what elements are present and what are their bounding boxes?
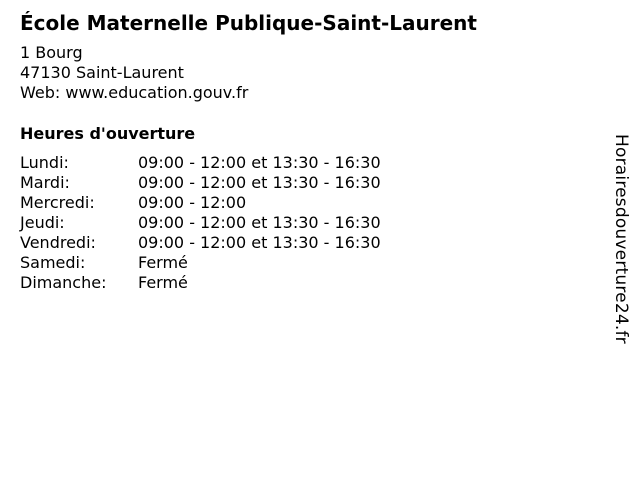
site-watermark: Horairesdouverture24.fr <box>611 134 631 344</box>
address-city: 47130 Saint-Laurent <box>20 63 184 82</box>
address-block <box>20 43 248 103</box>
hours-row-mercredi <box>20 193 381 213</box>
day-hours: 09:00 - 12:00 et 13:30 - 16:30 <box>138 173 381 192</box>
day-hours: 09:00 - 12:00 et 13:30 - 16:30 <box>138 233 381 252</box>
day-label: Mercredi: <box>20 193 95 212</box>
page-title: École Maternelle Publique-Saint-Laurent <box>20 11 477 35</box>
day-hours: 09:00 - 12:00 et 13:30 - 16:30 <box>138 153 381 172</box>
day-label: Mardi: <box>20 173 70 192</box>
day-label: Vendredi: <box>20 233 96 252</box>
day-label: Jeudi: <box>20 213 65 232</box>
hours-row-samedi <box>20 253 381 273</box>
day-label: Samedi: <box>20 253 86 272</box>
hours-table <box>20 153 381 293</box>
address-street: 1 Bourg <box>20 43 83 62</box>
day-hours: Fermé <box>138 253 188 272</box>
day-label: Dimanche: <box>20 273 107 292</box>
day-label: Lundi: <box>20 153 69 172</box>
website-text: Web: www.education.gouv.fr <box>20 83 249 102</box>
hours-row-lundi <box>20 153 381 173</box>
hours-heading: Heures d'ouverture <box>20 124 196 143</box>
hours-row-vendredi <box>20 233 381 253</box>
day-hours: Fermé <box>138 273 188 292</box>
hours-row-mardi <box>20 173 381 193</box>
day-hours: 09:00 - 12:00 et 13:30 - 16:30 <box>138 213 381 232</box>
hours-row-dimanche <box>20 273 381 293</box>
hours-row-jeudi <box>20 213 381 233</box>
day-hours: 09:00 - 12:00 <box>138 193 247 212</box>
